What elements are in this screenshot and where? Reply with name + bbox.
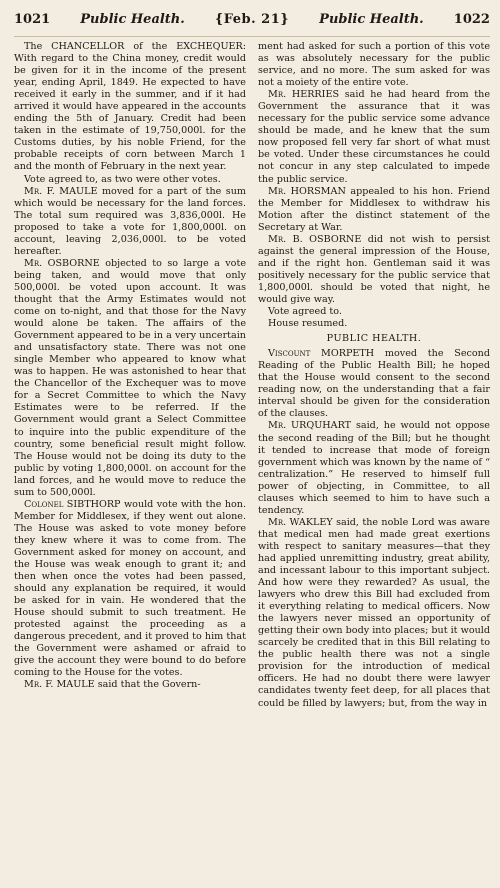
speaker-name: Mr. F. MAULE <box>24 185 98 197</box>
speaker-name: Mr. OSBORNE <box>24 257 100 269</box>
section-heading: PUBLIC HEALTH. <box>326 333 422 345</box>
speaker-name: Mr. HORSMAN <box>268 185 346 197</box>
paragraph-text: House resumed. <box>268 318 348 330</box>
speaker-name: Mr. F. MAULE <box>24 679 95 691</box>
paragraph-text: moved for a part of the sum which would be necessary for the land forces. The total sum required was 3,836,000l. He proposed to take a vote for 1,800,000l. on account, leaving 2,036,000l. to be voted hereafter. <box>14 185 246 257</box>
paragraph <box>14 41 246 174</box>
left-page-number: 1021 <box>14 12 51 27</box>
header-date: {Feb. 21} <box>214 12 290 27</box>
paragraph <box>258 186 490 234</box>
paragraph-text: said, he would not oppose the second reading of the Bill; but he thought it tended to increase that mode of foreign government which was known by the name of “ centralization.” He reserved to himself full power of objecting, in Committee, to all clauses which seemed to him to have such a tendency. <box>258 420 490 516</box>
paragraph-text: Vote agreed to, as two were other votes. <box>24 173 221 185</box>
text-columns <box>14 41 490 710</box>
paragraph-text: The CHANCELLOR of the EXCHEQUER: With regard to the China money, credit would be given for it in the income of the present year, ending April, 1849. He expected to have received it early in the summer, and if it had arrived it would have appeared in the accounts ending the 5th of January. Credit had been taken in the estimate of 19,750,000l. for the Customs duties, by his noble Friend, for the probable receipts of corn between March 1 and the month of February in the next year. <box>14 41 246 173</box>
paragraph-text: moved the Second Reading of the Public Health Bill; he hoped that the House would consent to the second reading now, on the understanding that a fair interval should be given for the consideration of the clauses. <box>258 348 490 420</box>
right-running-title: Public Health. <box>319 12 424 27</box>
page-header <box>14 12 490 37</box>
paragraph <box>258 41 490 89</box>
paragraph <box>14 679 246 691</box>
paragraph-text: ment had asked for such a portion of this vote as was absolutely necessary for the public service, and no more. The sum asked for was not a moiety of the entire vote. <box>258 41 490 89</box>
paragraph <box>258 234 490 306</box>
paragraph <box>258 517 490 710</box>
right-column <box>258 41 490 710</box>
paragraph-text: objected to so large a vote being taken, and would move that only 500,000l. be voted upon account. It was thought that the Army Estimates would not come on to-night, and that those for the Navy would alone be taken. The affairs of the Government appeared to be in a very uncertain and unsatisfactory state. There was not one single Member who appeared to know what was to happen. He was astonished to hear that the Chancellor of the Exchequer was to move for a Secret Committee to which the Navy Estimates were to be referred. If the Government would grant a Select Committee to inquire into the public expenditure of the country, some beneficial result might follow. The House would not be doing its duty to the public by voting 1,800,000l. on account for the land forces, and he would move to reduce the sum to 500,000l. <box>14 257 246 498</box>
speaker-name: Mr. URQUHART <box>268 420 352 432</box>
speaker-name: Mr. B. OSBORNE <box>268 233 362 245</box>
paragraph-text: said he had heard from the Government the assurance that it was necessary for the public service some advance should be made, and he knew that the sum now proposed fell very far short of what must be voted. Under these circumstances he could not concur in any step calculated to impede the public service. <box>258 89 490 185</box>
paragraph <box>14 258 246 499</box>
paragraph <box>258 318 490 330</box>
paragraph-text: Vote agreed to. <box>268 306 342 318</box>
paragraph <box>258 89 490 185</box>
speaker-name: Colonel SIBTHORP <box>24 498 121 510</box>
paragraph <box>14 186 246 258</box>
paragraph-text: appealed to his hon. Friend the Member for Middlesex to withdraw his Motion after the distinct statement of the Secretary at War. <box>258 185 491 233</box>
paragraph-text: said, the noble Lord was aware that medical men had made great exertions with respect to sanitary measures—that they had applied unremitting industry, great ability, and incessant labour to this important subject. And how were they rewarded? As usual, the lawyers who drew this Bill had excluded from it everything relating to medical officers. Now the lawyers never missed an opportunity of getting their own body into places; but it would scarcely be credited that in this Bill relating to the public health there was not a single provision for the introduction of medical officers. He had no doubt there were lawyer candidates twenty feet deep, for all places that could be filled by lawyers; but, from the way in <box>258 516 490 709</box>
paragraph-text: would vote with the hon. Member for Middlesex, if they went out alone. The House was asked to vote money before they knew where it was to come from. The Government asked for money on account, and the House was weak enough to grant it; and then when once the votes had been passed, should any explanation be required, it would be asked for in vain. He wondered that the House should submit to such treatment. He protested against the proceeding as a dangerous precedent, and it proved to him that the Government were ashamed or afraid to give the account they were bound to do before coming to the House for the votes. <box>14 498 247 679</box>
speaker-name: Mr. HERRIES <box>268 89 340 101</box>
left-running-title: Public Health. <box>80 12 185 27</box>
speaker-name: Viscount MORPETH <box>268 348 375 360</box>
paragraph <box>258 348 490 420</box>
paragraph <box>14 499 246 680</box>
paragraph-text: said that the Govern- <box>94 679 201 691</box>
paragraph <box>258 420 490 516</box>
paragraph <box>258 306 490 318</box>
paragraph-text: did not wish to persist against the general impression of the House, and if the right hon. Gentleman said it was positively necessary for the public service that 1,800,000l. should be voted that night, he would give way. <box>258 233 490 305</box>
left-column <box>14 41 246 710</box>
speaker-name: Mr. WAKLEY <box>268 516 333 528</box>
paragraph <box>14 174 246 186</box>
right-page-number: 1022 <box>453 12 490 27</box>
